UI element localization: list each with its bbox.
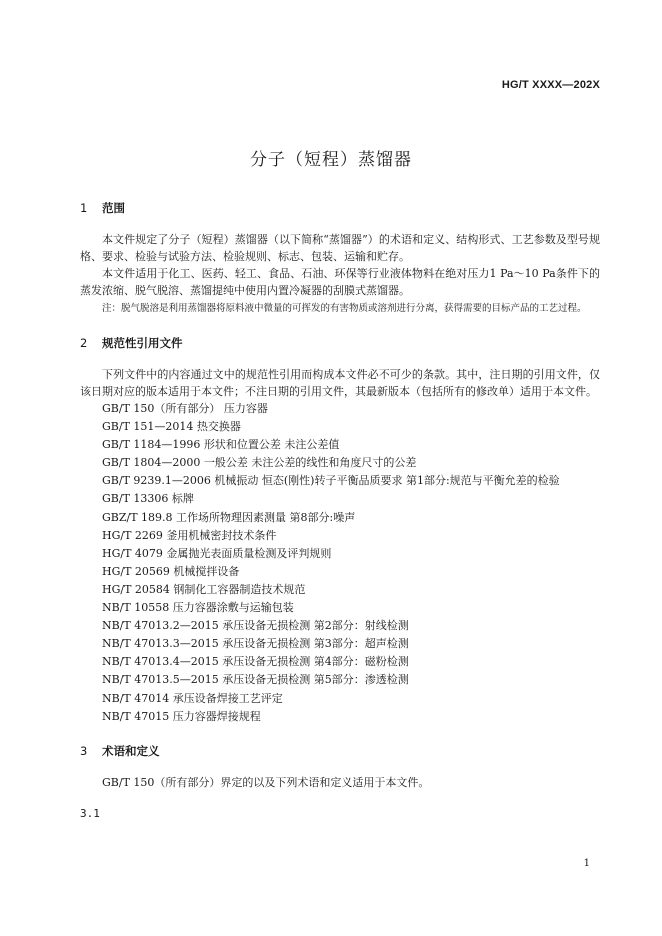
- section-1-heading: [80, 197, 600, 219]
- document-body: [80, 197, 600, 825]
- reference-item: NB/T 47013.3—2015 承压设备无损检测 第3部分：超声检测: [102, 637, 409, 651]
- reference-item: HG/T 2269 釜用机械密封技术条件: [102, 528, 277, 542]
- reference-item: HG/T 4079 金属抛光表面质量检测及评判规则: [102, 546, 332, 560]
- note-text: 脱气脱溶是利用蒸馏器将原料液中微量的可挥发的有害物质或溶剂进行分离，获得需要的目标产品的工艺过程。: [121, 303, 587, 314]
- scope-paragraph-2: 本文件适用于化工、医药、轻工、食品、石油、环保等行业液体物料在绝对压力1 Pa～10 Pa条件下的蒸发浓缩、脱气脱溶、蒸馏提纯中使用内置冷凝器的刮膜式蒸馏器。: [80, 267, 600, 297]
- reference-item: GBZ/T 189.8 工作场所物理因素测量 第8部分:噪声: [102, 510, 356, 524]
- scope-paragraph-1: 本文件规定了分子（短程）蒸馏器（以下简称“蒸馏器”）的术语和定义、结构形式、工艺参数及型号规格、要求、检验与试验方法、检验规则、标志、包装、运输和贮存。: [80, 233, 600, 263]
- reference-item: GB/T 151—2014 热交换器: [102, 420, 241, 434]
- reference-item: NB/T 47014 承压设备焊接工艺评定: [102, 691, 283, 705]
- section-2-heading: [80, 332, 600, 354]
- reference-item: GB/T 1184—1996 形状和位置公差 未注公差值: [102, 438, 340, 452]
- terms-intro: GB/T 150（所有部分）界定的以及下列术语和定义适用于本文件。: [102, 775, 430, 789]
- subclause-number: 3.1: [80, 806, 100, 820]
- document-title: 分子（短程）蒸馏器: [250, 150, 412, 170]
- section-3-heading: [80, 740, 600, 762]
- page-number: 1: [583, 858, 590, 869]
- reference-item: NB/T 47013.4—2015 承压设备无损检测 第4部分：磁粉检测: [102, 655, 409, 669]
- references-intro: 下列文件中的内容通过文中的规范性引用而构成本文件必不可少的条款。其中，注日期的引用文件，仅该日期对应的版本适用于本文件；不注日期的引用文件，其最新版本（包括所有的修改单）适用于本文件。: [80, 368, 600, 398]
- reference-item: GB/T 1804—2000 一般公差 未注公差的线性和角度尺寸的公差: [102, 456, 417, 470]
- reference-item: NB/T 47015 压力容器焊接规程: [102, 709, 261, 723]
- section-number: 1: [80, 201, 88, 215]
- section-title: 术语和定义: [102, 743, 160, 758]
- reference-item: HG/T 20584 钢制化工容器制造技术规范: [102, 582, 306, 596]
- reference-item: NB/T 47013.2—2015 承压设备无损检测 第2部分：射线检测: [102, 619, 409, 633]
- note-label: 注：: [102, 303, 122, 314]
- section-title: 规范性引用文件: [102, 336, 183, 350]
- reference-item: NB/T 10558 压力容器涂敷与运输包装: [102, 601, 294, 615]
- subclause-3-1: [80, 803, 600, 825]
- scope-note: [80, 301, 600, 316]
- standard-code: HG/T XXXX—202X: [501, 79, 600, 91]
- reference-item: GB/T 9239.1—2006 机械振动 恒态(刚性)转子平衡品质要求 第1部分:规范与平衡允差的检验: [102, 474, 560, 488]
- section-number: 3: [80, 743, 88, 758]
- reference-item: NB/T 47013.5—2015 承压设备无损检测 第5部分：渗透检测: [102, 673, 409, 687]
- section-number: 2: [80, 336, 88, 350]
- reference-item: HG/T 20569 机械搅拌设备: [102, 564, 240, 578]
- reference-item: GB/T 13306 标牌: [102, 492, 194, 506]
- section-title: 范围: [102, 201, 126, 215]
- reference-list: [80, 400, 600, 726]
- reference-item: GB/T 150（所有部分） 压力容器: [102, 402, 268, 415]
